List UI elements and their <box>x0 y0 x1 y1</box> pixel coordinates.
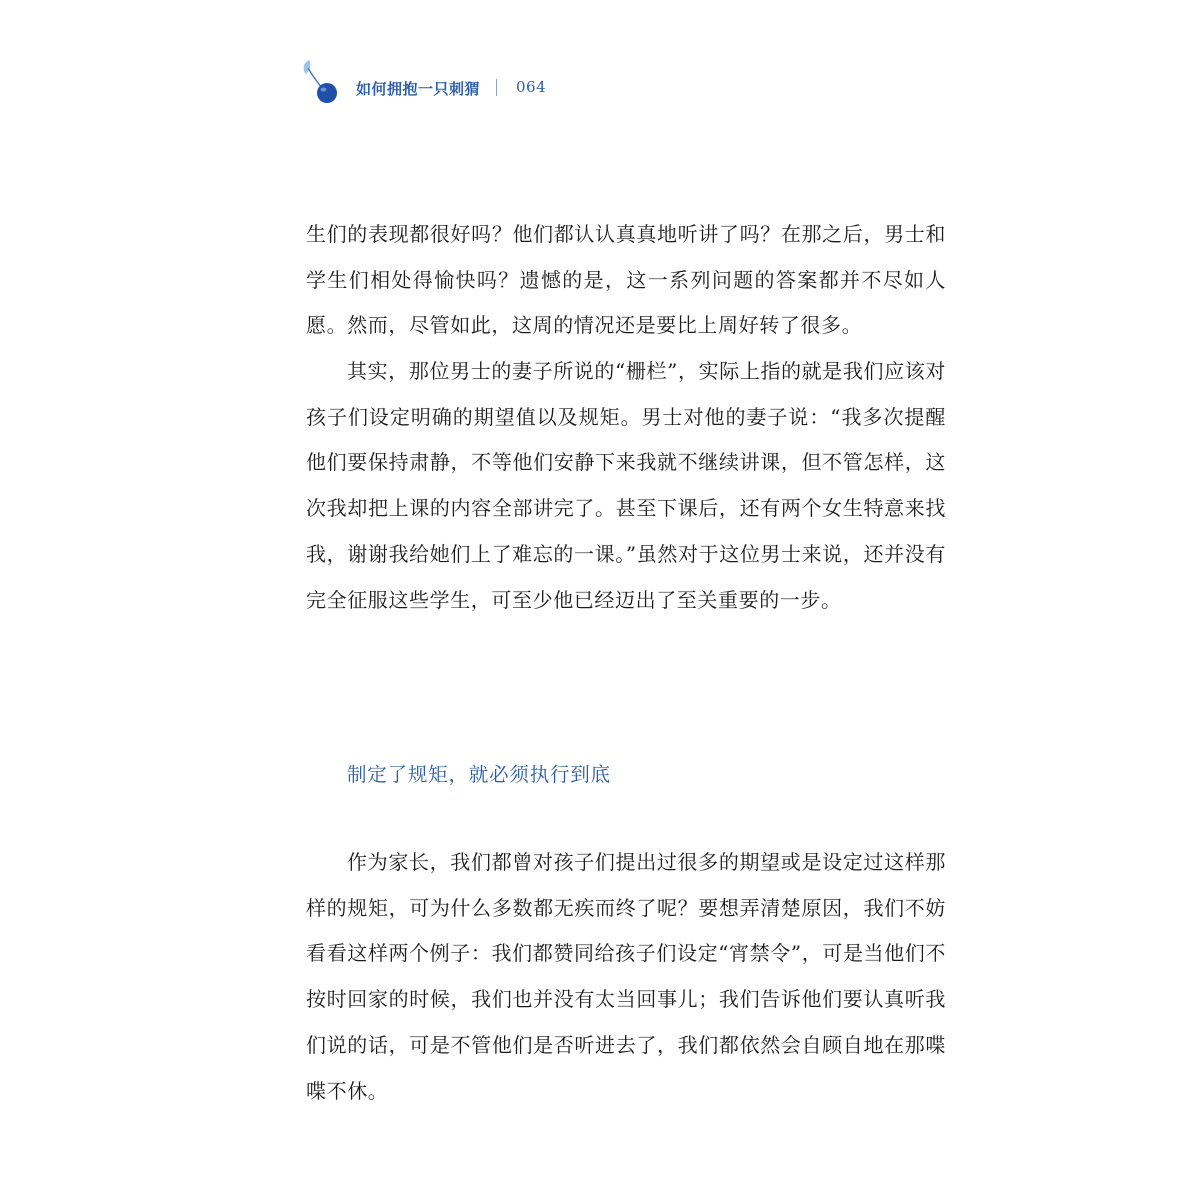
blue-cherry-icon <box>300 58 344 106</box>
paragraph-3: 作为家长，我们都曾对孩子们提出过很多的期望或是设定过这样那样的规矩，可为什么多数都无疾而终了呢？要想弄清楚原因，我们不妨看看这样两个例子：我们都赞同给孩子们设定“宵禁令”，可是当他们不按时回家的时候，我们也并没有太当回事儿；我们告诉他们要认真听我们说的话，可是不管他们是否听进去了，我们都依然会自顾自地在那喋喋不休。 <box>306 850 946 1103</box>
section-heading: 制定了规矩，就必须执行到底 <box>347 763 611 786</box>
paragraph-1: 生们的表现都很好吗？他们都认认真真地听讲了吗？在那之后，男士和学生们相处得愉快吗？遗憾的是，这一系列问题的答案都并不尽如人愿。然而，尽管如此，这周的情况还是要比上周好转了很多。 <box>306 222 946 338</box>
page-number: 064 <box>516 78 547 96</box>
header-separator <box>496 79 497 96</box>
paragraph-2: 其实，那位男士的妻子所说的“栅栏”，实际上指的就是我们应该对孩子们设定明确的期望值以及规矩。男士对他的妻子说：“我多次提醒他们要保持肃静，不等他们安静下来我就不继续讲课，但不管怎样，这次我却把上课的内容全部讲完了。甚至下课后，还有两个女生特意来找我，谢谢我给她们上了难忘的一课。”虽然对于这位男士来说，还并没有完全征服这些学生，可至少他已经迈出了至关重要的一步。 <box>306 359 946 612</box>
running-header <box>300 58 720 108</box>
book-title: 如何拥抱一只刺猬 <box>356 80 481 98</box>
